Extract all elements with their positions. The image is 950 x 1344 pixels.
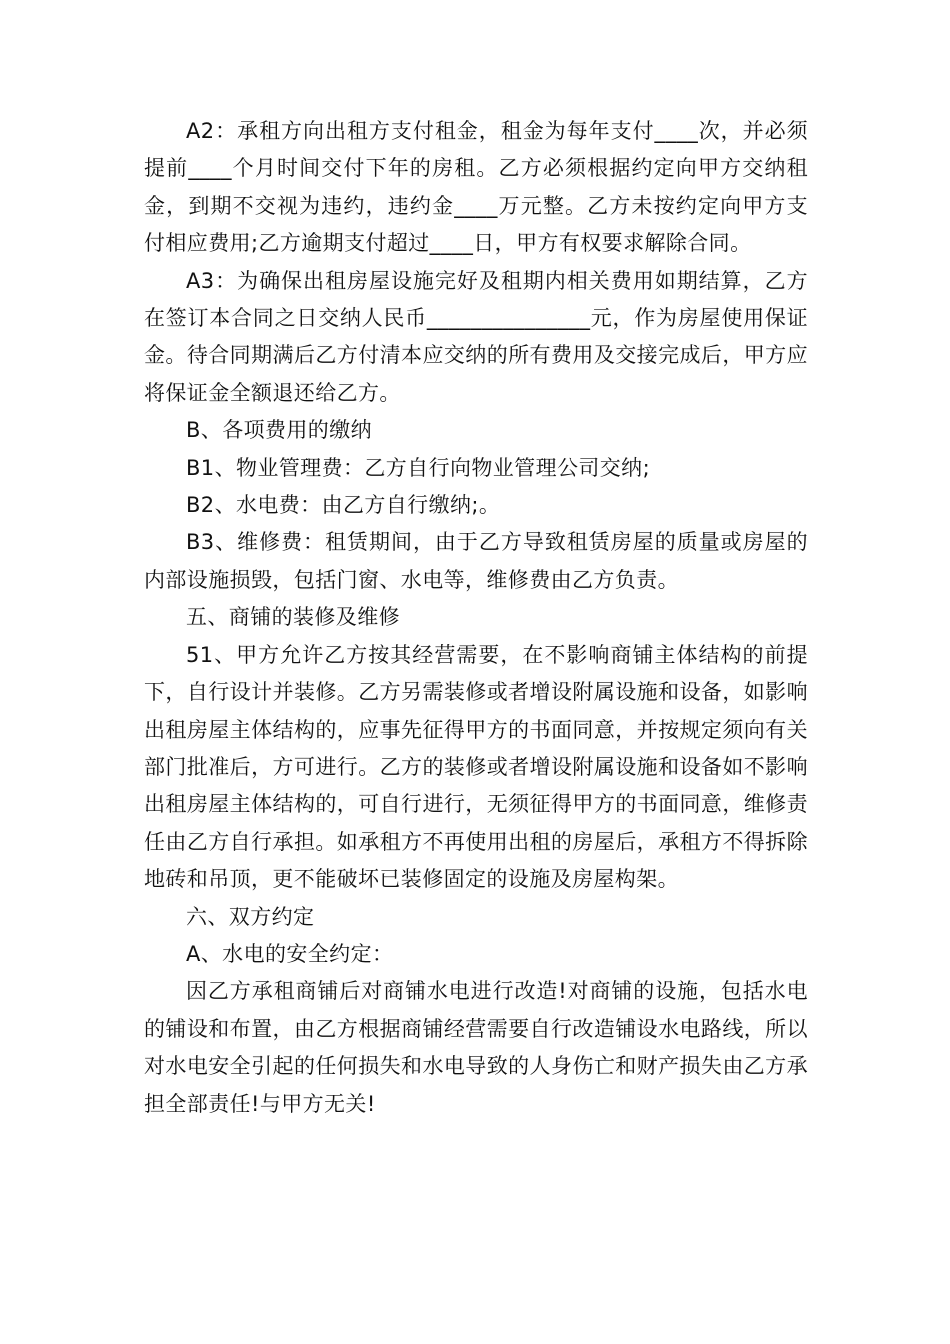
paragraph-b1-property-fee: B1、物业管理费：乙方自行向物业管理公司交纳; <box>186 455 651 480</box>
paragraph-a2-rent-payment: A2：承租方向出租方支付租金，租金为每年支付____次，并必须提前____个月时间交付下年的房租。乙方必须根据约定向甲方交纳租金，到期不交视为违约，违约金____万元整。乙方未按约定向甲方支付相应费用;乙方逾期支付超过____日，甲方有权要求解除合同。 <box>144 119 808 256</box>
paragraph-a3-deposit: A3：为确保出租房屋设施完好及租期内相关费用如期结算，乙方在签订本合同之日交纳人民币_______________元，作为房屋使用保证金。待合同期满后乙方付清本应交纳的所有费用及交接完成后，甲方应将保证金全额退还给乙方。 <box>144 268 808 405</box>
heading-section-5-renovation: 五、商铺的装修及维修 <box>186 605 400 630</box>
document-body <box>144 113 808 1123</box>
paragraph-b2-utilities: B2、水电费：由乙方自行缴纳;。 <box>186 493 501 518</box>
paragraph-b3-maintenance: B3、维修费：租赁期间，由于乙方导致租赁房屋的质量或房屋的内部设施损毁，包括门窗、水电等，维修费由乙方负责。 <box>144 530 808 592</box>
heading-section-6-agreement: 六、双方约定 <box>186 904 315 929</box>
paragraph-utility-safety-terms: 因乙方承租商铺后对商铺水电进行改造!对商铺的设施，包括水电的铺设和布置，由乙方根据商铺经营需要自行改造铺设水电路线，所以对水电安全引起的任何损失和水电导致的人身伤亡和财产损失由乙方承担全部责任!与甲方无关! <box>144 979 808 1116</box>
heading-a-utility-safety: A、水电的安全约定： <box>186 941 394 966</box>
paragraph-51-renovation-terms: 51、甲方允许乙方按其经营需要，在不影响商铺主体结构的前提下，自行设计并装修。乙方另需装修或者增设附属设施和设备，如影响出租房屋主体结构的，应事先征得甲方的书面同意，并按规定须向有关部门批准后，方可进行。乙方的装修或者增设附属设施和设备如不影响出租房屋主体结构的，可自行进行，无须征得甲方的书面同意，维修责任由乙方自行承担。如承租方不再使用出租的房屋后，承租方不得拆除地砖和吊顶，更不能破坏已装修固定的设施及房屋构架。 <box>144 642 808 892</box>
heading-b-fees: B、各项费用的缴纳 <box>186 418 373 443</box>
